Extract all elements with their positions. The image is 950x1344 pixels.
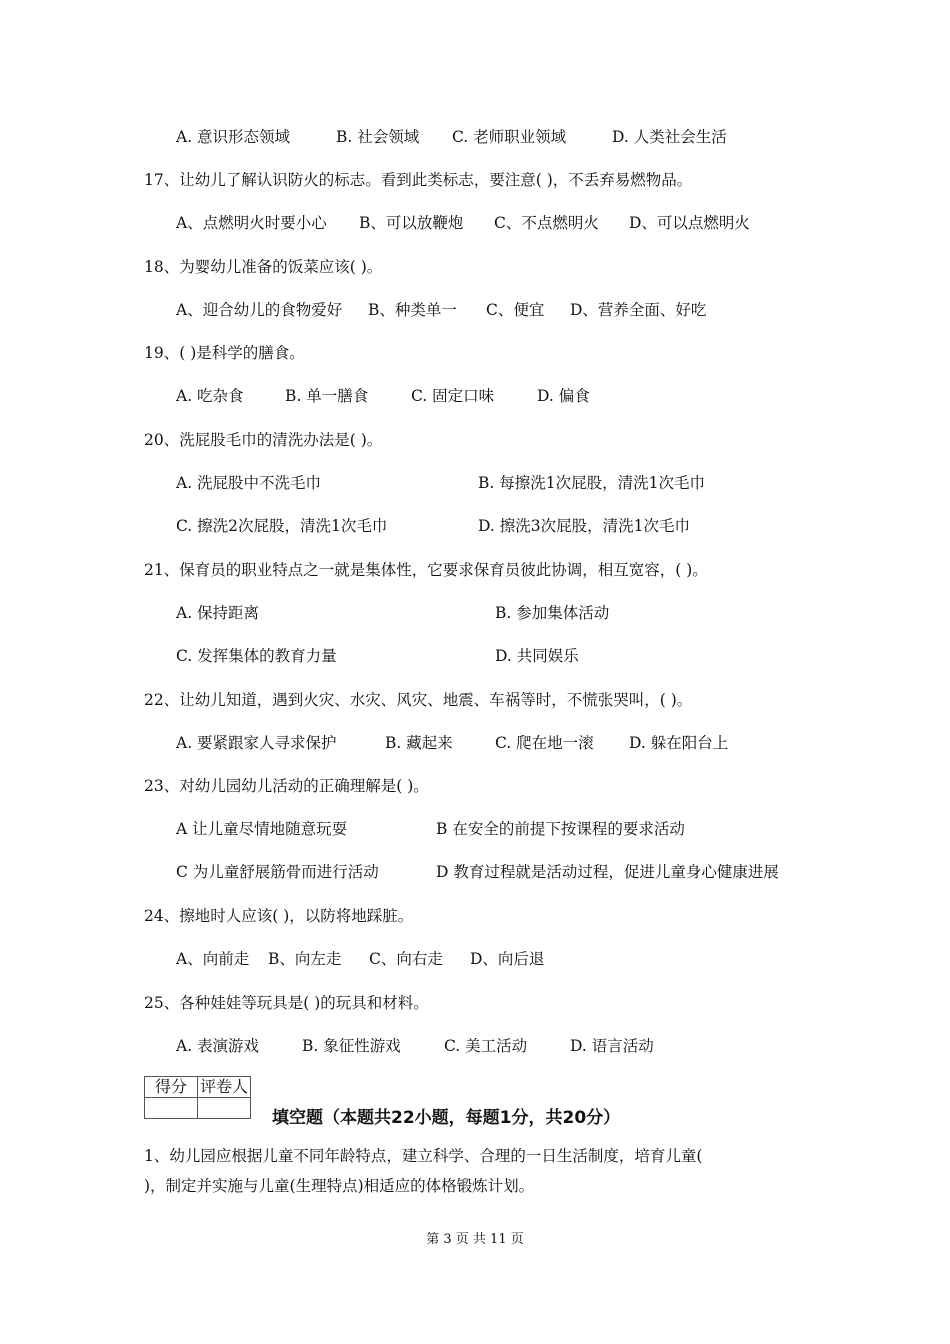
question-24: 24、擦地时人应该( )，以防将地踩脏。: [144, 907, 414, 925]
question-25: 25、各种娃娃等玩具是( )的玩具和材料。: [144, 994, 429, 1012]
q23-option-b: B 在安全的前提下按课程的要求活动: [436, 820, 685, 838]
q24-option-c: C、向右走: [369, 950, 443, 968]
score-cell[interactable]: [145, 1098, 198, 1119]
q22-option-a: A. 要紧跟家人寻求保护: [176, 734, 337, 752]
q24-option-a: A、向前走: [176, 950, 250, 968]
q25-option-b: B. 象征性游戏: [302, 1037, 401, 1055]
q23-option-a: A 让儿童尽情地随意玩耍: [176, 820, 348, 838]
fill-question-1-line1: 1、幼儿园应根据儿童不同年龄特点，建立科学、合理的一日生活制度，培育儿童(: [144, 1147, 703, 1165]
question-22: 22、让幼儿知道，遇到火灾、水灾、风灾、地震、车祸等时，不慌张哭叫，( )。: [144, 691, 693, 709]
q17-option-a: A、点燃明火时要小心: [176, 214, 327, 232]
q25-option-c: C. 美工活动: [444, 1037, 528, 1055]
q17-option-c: C、不点燃明火: [494, 214, 599, 232]
q20-option-c: C. 擦洗2次屁股，清洗1次毛巾: [176, 517, 388, 535]
q19-option-d: D. 偏食: [537, 387, 590, 405]
q16-option-d: D. 人类社会生活: [612, 128, 727, 146]
question-23: 23、对幼儿园幼儿活动的正确理解是( )。: [144, 777, 429, 795]
question-21: 21、保育员的职业特点之一就是集体性，它要求保育员彼此协调，相互宽容，( )。: [144, 561, 708, 579]
fill-question-1-line2: )，制定并实施与儿童(生理特点)相适应的体格锻炼计划。: [144, 1177, 535, 1195]
page-footer: 第 3 页 共 11 页: [426, 1232, 524, 1247]
q21-option-b: B. 参加集体活动: [495, 604, 610, 622]
q18-option-a: A、迎合幼儿的食物爱好: [176, 301, 343, 319]
q22-option-c: C. 爬在地一滚: [495, 734, 594, 752]
score-table: [144, 1076, 251, 1119]
q19-option-a: A. 吃杂食: [176, 387, 244, 405]
q20-option-a: A. 洗屁股中不洗毛巾: [176, 474, 322, 492]
q19-option-b: B. 单一膳食: [285, 387, 369, 405]
score-header: 得分: [145, 1077, 198, 1098]
q24-option-d: D、向后退: [470, 950, 545, 968]
q18-option-c: C、便宜: [486, 301, 545, 319]
q16-option-a: A. 意识形态领域: [176, 128, 291, 146]
question-18: 18、为婴幼儿准备的饭菜应该( )。: [144, 258, 383, 276]
question-17: 17、让幼儿了解认识防火的标志。看到此类标志，要注意( )，不丢弃易燃物品。: [144, 171, 693, 189]
q16-option-c: C. 老师职业领域: [452, 128, 567, 146]
q24-option-b: B、向左走: [268, 950, 342, 968]
q21-option-a: A. 保持距离: [176, 604, 260, 622]
q18-option-d: D、营养全面、好吃: [570, 301, 707, 319]
q23-option-c: C 为儿童舒展筋骨而进行活动: [176, 863, 379, 881]
q25-option-a: A. 表演游戏: [176, 1037, 260, 1055]
q18-option-b: B、种类单一: [368, 301, 457, 319]
grader-header: 评卷人: [198, 1077, 251, 1098]
question-20: 20、洗屁股毛巾的清洗办法是( )。: [144, 431, 383, 449]
q23-option-d: D 教育过程就是活动过程，促进儿童身心健康进展: [436, 863, 779, 881]
q21-option-c: C. 发挥集体的教育力量: [176, 647, 337, 665]
q20-option-b: B. 每擦洗1次屁股，清洗1次毛巾: [478, 474, 705, 492]
section-title: 填空题（本题共22小题，每题1分，共20分）: [272, 1108, 621, 1128]
q17-option-b: B、可以放鞭炮: [359, 214, 464, 232]
q19-option-c: C. 固定口味: [411, 387, 495, 405]
q16-option-b: B. 社会领域: [336, 128, 420, 146]
q21-option-d: D. 共同娱乐: [495, 647, 579, 665]
q20-option-d: D. 擦洗3次屁股，清洗1次毛巾: [478, 517, 690, 535]
q25-option-d: D. 语言活动: [570, 1037, 654, 1055]
q22-option-b: B. 藏起来: [385, 734, 453, 752]
q17-option-d: D、可以点燃明火: [629, 214, 750, 232]
q22-option-d: D. 躲在阳台上: [629, 734, 729, 752]
question-19: 19、( )是科学的膳食。: [144, 344, 305, 362]
grader-cell[interactable]: [198, 1098, 251, 1119]
